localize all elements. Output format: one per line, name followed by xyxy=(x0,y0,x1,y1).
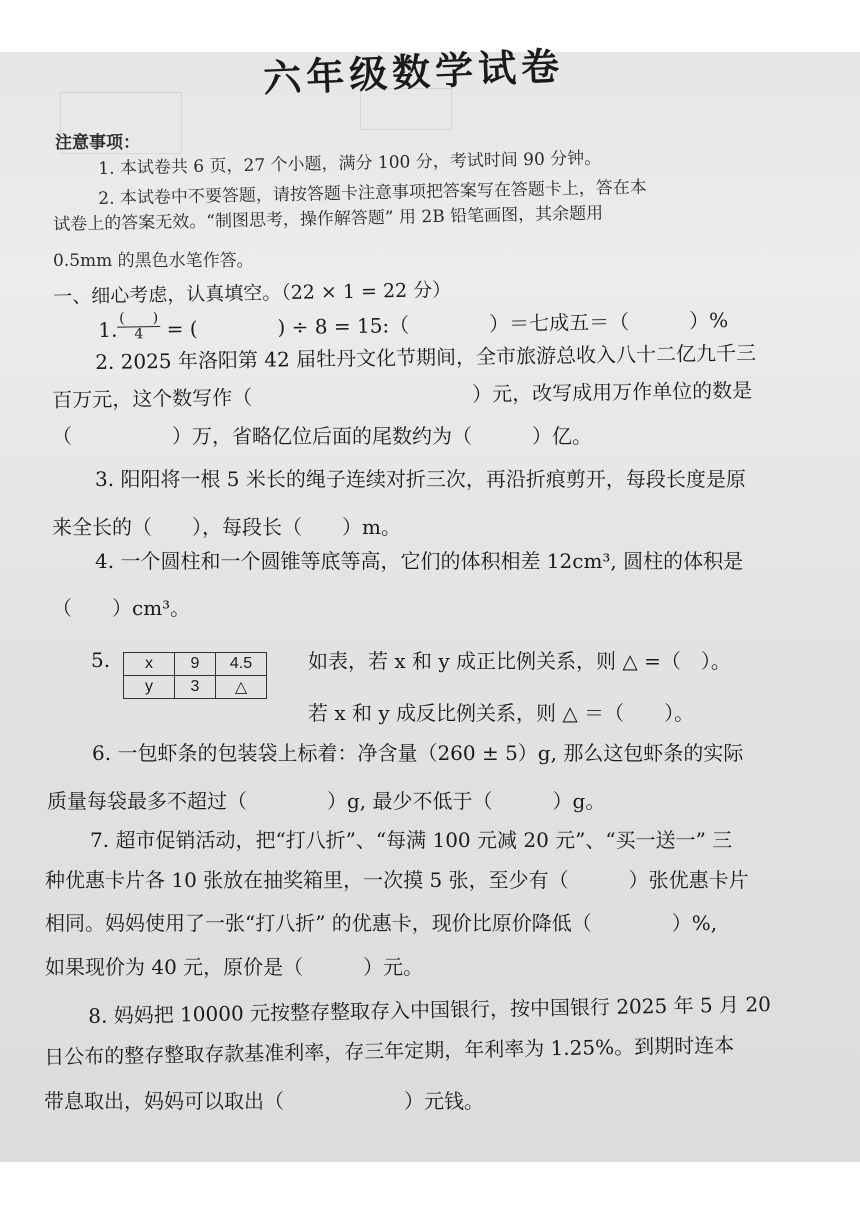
q8-line-3: 带息取出，妈妈可以取出（ ）元钱。 xyxy=(44,1089,484,1113)
q1-fraction xyxy=(117,311,160,343)
q5-line-1: 如表，若 x 和 y 成正比例关系，则 △ =（ ）。 xyxy=(308,649,731,673)
bottom-margin xyxy=(0,1162,860,1217)
q5-line-2: 若 x 和 y 成反比例关系，则 △ ＝（ ）。 xyxy=(308,701,695,725)
q6-line-1: 6. 一包虾条的包装袋上标着：净含量（260 ± 5）g, 那么这包虾条的实际 xyxy=(92,741,744,765)
q3-line-2: 来全长的（ ），每段长（ ）m。 xyxy=(52,515,401,539)
notes-heading: 注意事项： xyxy=(55,133,140,153)
q1-numerator: ( ) xyxy=(117,311,160,328)
q1-denominator: 4 xyxy=(134,326,144,343)
note-line-3: 试卷上的答案无效。“制图思考，操作解答题” 用 2B 铅笔画图，其余题用 xyxy=(53,203,604,235)
q5-number: 5. xyxy=(91,648,111,672)
table-cell: 3 xyxy=(175,676,216,699)
note-line-4: 0.5mm 的黑色水笔作答。 xyxy=(53,251,254,271)
table-cell: △ xyxy=(216,676,267,699)
q8-line-1: 8. 妈妈把 10000 元按整存整取存入中国银行，按中国银行 2025 年 5 月 20 xyxy=(88,992,772,1028)
q1-rest: = ( ) ÷ 8 = 15:（ ）＝七成五＝（ ）% xyxy=(166,308,729,341)
table-row xyxy=(124,676,267,699)
q3-line-1: 3. 阳阳将一根 5 米长的绳子连续对折三次，再沿折痕剪开，每段长度是原 xyxy=(95,467,746,491)
section-1-heading: 一、细心考虑，认真填空。（22 × 1 = 22 分） xyxy=(53,279,452,308)
table-cell: 4.5 xyxy=(216,653,267,676)
q4-line-1: 4. 一个圆柱和一个圆锥等底等高，它们的体积相差 12cm³, 圆柱的体积是 xyxy=(95,549,744,573)
table-cell: y xyxy=(124,676,175,699)
table-cell: 9 xyxy=(175,653,216,676)
q8-line-2: 日公布的整存整取存款基准利率，存三年定期，年利率为 1.25%。到期时连本 xyxy=(44,1032,735,1069)
q7-line-3: 相同。妈妈使用了一张“打八折” 的优惠卡，现价比原价降低（ ）%, xyxy=(45,911,718,935)
table-row xyxy=(124,653,267,676)
q4-line-2: （ ）cm³。 xyxy=(52,596,191,620)
q1-number: 1. xyxy=(98,317,118,342)
exam-title: 六年级数学试卷 xyxy=(262,42,566,101)
q2-line-2: 百万元，这个数写作（ ）元，改写成用万作单位的数是 xyxy=(52,378,753,412)
table-cell: x xyxy=(124,653,175,676)
xy-table xyxy=(123,652,267,699)
note-line-2: 2. 本试卷中不要答题，请按答题卡注意事项把答案写在答题卡上，答在本 xyxy=(98,177,648,209)
q2-line-3: （ ）万，省略亿位后面的尾数约为（ ）亿。 xyxy=(52,424,592,448)
q6-line-2: 质量每袋最多不超过（ ）g, 最少不低于（ ）g。 xyxy=(47,789,606,813)
q7-line-2: 种优惠卡片各 10 张放在抽奖箱里，一次摸 5 张，至少有（ ）张优惠卡片 xyxy=(45,868,749,892)
q7-line-4: 如果现价为 40 元，原价是（ ）元。 xyxy=(45,955,424,979)
q7-line-1: 7. 超市促销活动，把“打八折”、“每满 100 元减 20 元”、“买一送一” 三 xyxy=(90,828,733,852)
note-line-1: 1. 本试卷共 6 页，27 个小题，满分 100 分，考试时间 90 分钟。 xyxy=(98,148,602,179)
q2-line-1: 2. 2025 年洛阳第 42 届牡丹文化节期间，全市旅游总收入八十二亿九千三 xyxy=(95,340,757,374)
